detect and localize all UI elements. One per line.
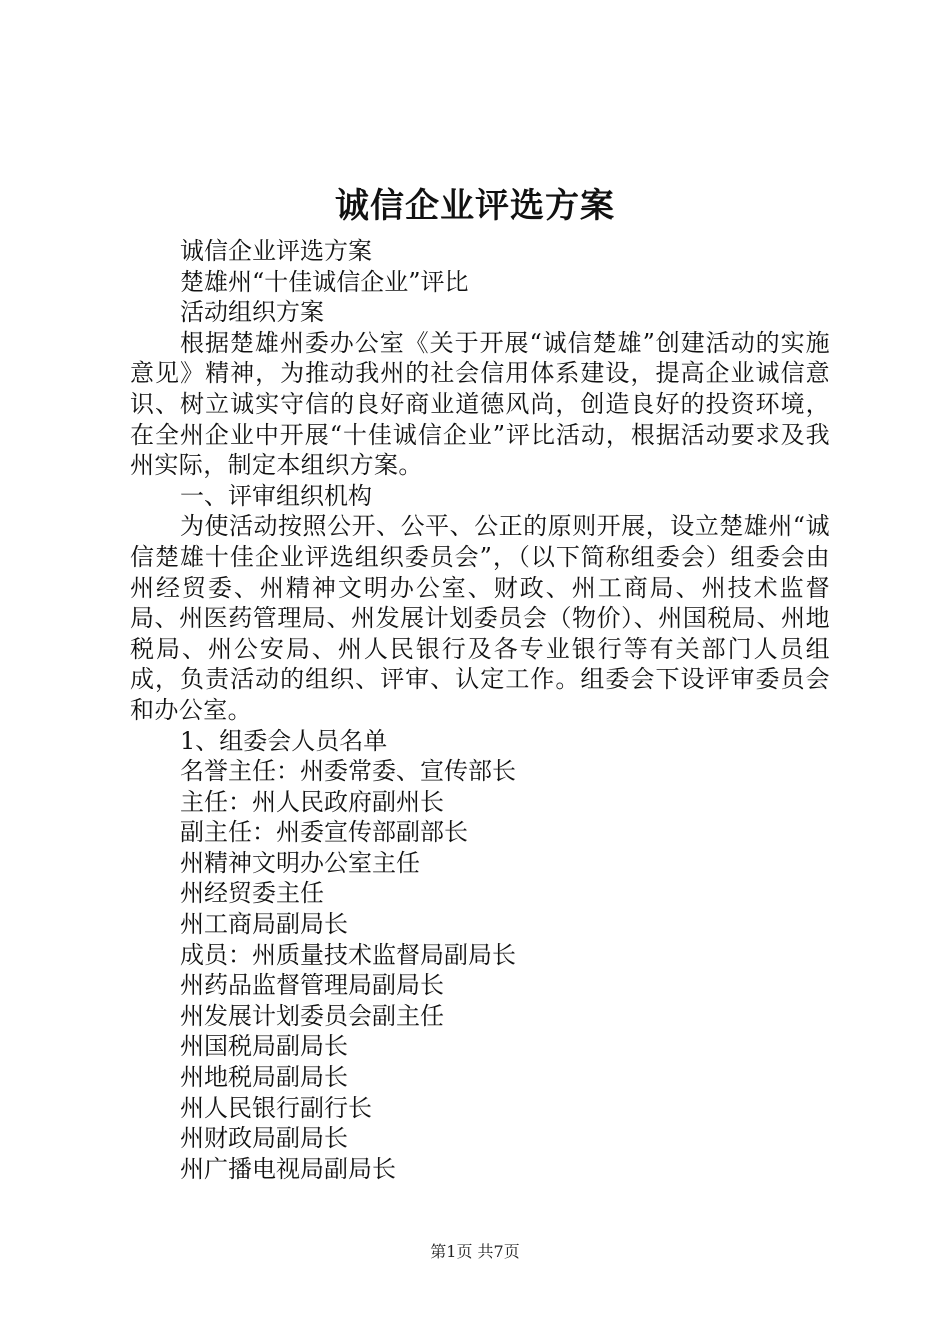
document-body: [130, 236, 830, 1184]
member-line: 名誉主任：州委常委、宣传部长: [180, 757, 516, 786]
member-line: 州地税局副局长: [180, 1063, 348, 1092]
subtitle-line: 活动组织方案: [180, 298, 324, 327]
member-line: 州经贸委主任: [180, 879, 324, 908]
body-paragraph: 为使活动按照公开、公平、公正的原则开展，设立楚雄州“诚信楚雄十佳企业评选组织委员会”，（以下简称组委会）组委会由州经贸委、州精神文明办公室、财政、州工商局、州技术监督局、州医药管理局、州发展计划委员会（物价）、州国税局、州地税局、州公安局、州人民银行及各专业银行等有关部门人员组成，负责活动的组织、评审、认定工作。组委会下设评审委员会和办公室。: [130, 512, 830, 724]
member-line: 州药品监督管理局副局长: [180, 971, 444, 1000]
member-line: 副主任：州委宣传部副部长: [180, 818, 468, 847]
member-line: 州广播电视局副局长: [180, 1154, 396, 1183]
list-heading: 1、组委会人员名单: [180, 726, 388, 755]
member-line: 成员：州质量技术监督局副局长: [180, 940, 516, 969]
section-heading: 一、评审组织机构: [180, 481, 372, 510]
member-line: 州工商局副局长: [180, 910, 348, 939]
member-line: 州精神文明办公室主任: [180, 848, 420, 877]
subtitle-line: 楚雄州“十佳诚信企业”评比: [180, 267, 469, 296]
member-line: 州发展计划委员会副主任: [180, 1001, 444, 1030]
member-line: 州人民银行副行长: [180, 1093, 372, 1122]
subtitle-line: 诚信企业评选方案: [180, 237, 372, 265]
member-line: 州国税局副局长: [180, 1032, 348, 1061]
body-paragraph: 根据楚雄州委办公室《关于开展“诚信楚雄”创建活动的实施意见》精神，为推动我州的社会信用体系建设，提高企业诚信意识、树立诚实守信的良好商业道德风尚，创造良好的投资环境，在全州企业中开展“十佳诚信企业”评比活动，根据活动要求及我州实际，制定本组织方案。: [130, 328, 830, 480]
page-footer: 第1页 共7页: [430, 1242, 520, 1261]
member-line: 主任：州人民政府副州长: [180, 787, 444, 816]
document-title: 诚信企业评选方案: [335, 186, 615, 226]
member-line: 州财政局副局长: [180, 1124, 348, 1153]
